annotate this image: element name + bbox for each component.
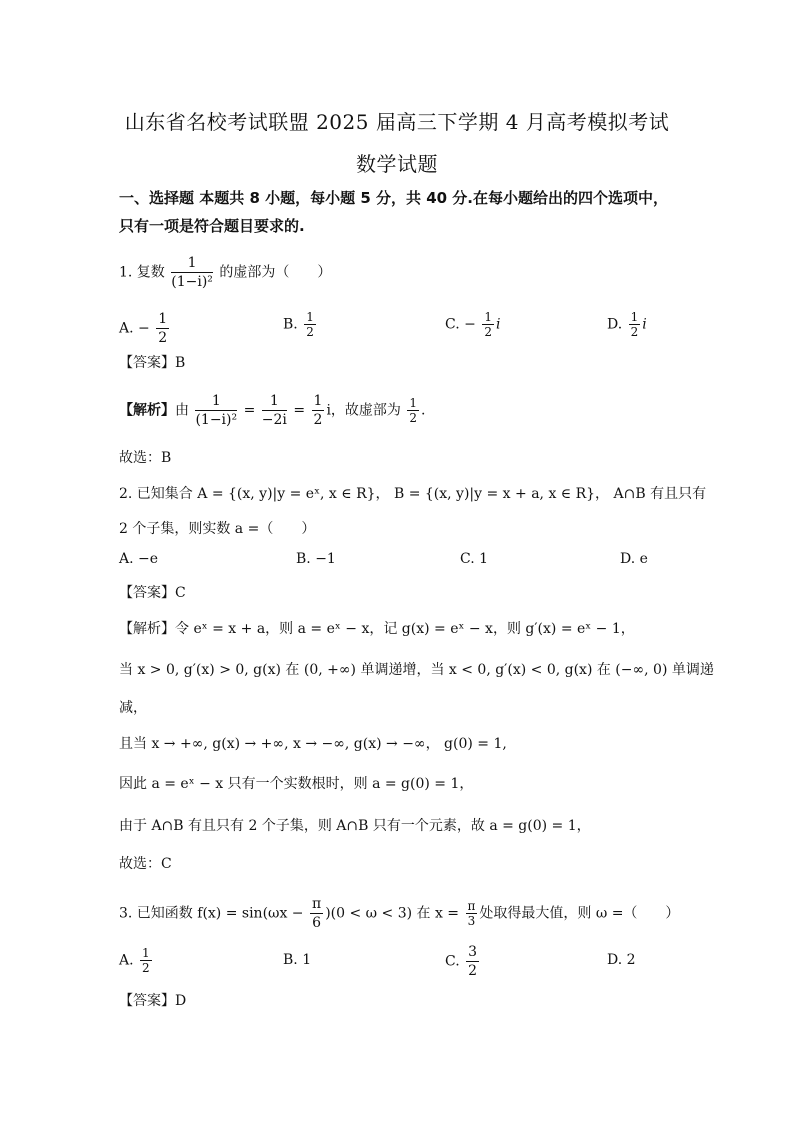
q1-option-b-num: 1 [306, 310, 314, 324]
q1-analysis-frac2 [262, 392, 287, 429]
q1-analysis-frac4-den: 2 [409, 411, 418, 425]
q3-stem-suffix: 处取得最大值，则 ω =（ ） [479, 905, 680, 922]
q3-option-b[interactable]: B. 1 [283, 952, 312, 968]
q3-stem-frac2-den: 3 [467, 914, 476, 928]
q1-analysis-frac3-num: 1 [313, 393, 323, 409]
q3-option-a-frac [140, 946, 152, 975]
q2-option-b[interactable]: B. −1 [296, 551, 336, 567]
q1-option-b-frac [304, 310, 316, 339]
q3-stem-frac1-num: π [311, 896, 322, 912]
q2-analysis-line4: 且当 x → +∞, g(x) → +∞, x → −∞, g(x) → −∞， g(0) = 1, [119, 736, 507, 752]
q2-stem-line1: 2. 已知集合 A = {(x, y)|y = eˣ, x ∈ R}， B = {(x, y)|y = x + a, x ∈ R}， A∩B 有且只有 [119, 486, 707, 502]
q2-stem-line2: 2 个子集，则实数 a =（ ） [119, 521, 316, 537]
q1-analysis-frac1 [195, 392, 237, 429]
q1-option-c-sign: − [464, 316, 476, 333]
q3-option-c[interactable] [445, 943, 481, 980]
q1-analysis-label: 【解析】 [119, 402, 175, 419]
q2-analysis-line6: 由于 A∩B 有且只有 2 个子集，则 A∩B 只有一个元素，故 a = g(0) = 1， [119, 818, 591, 834]
q3-option-c-letter: C. [445, 953, 460, 970]
q2-analysis-line3: 减， [119, 700, 147, 716]
q1-answer: 【答案】B [119, 355, 186, 371]
q1-stem-frac-den: (1−i)² [171, 274, 213, 290]
q1-option-b-letter: B. [283, 316, 298, 333]
exam-title: 山东省名校考试联盟 2025 届高三下学期 4 月高考模拟考试 [124, 110, 670, 134]
q1-analysis-eq1: = [243, 402, 256, 419]
q1-option-d-letter: D. [607, 316, 623, 333]
q3-stem-prefix: 3. 已知函数 f(x) = sin(ωx − [119, 905, 304, 922]
q1-option-d-num: 1 [630, 310, 639, 324]
q1-option-d-den: 2 [630, 325, 639, 339]
q1-option-b-den: 2 [306, 325, 314, 339]
q1-stem-suffix: 的虚部为（ ） [219, 264, 332, 281]
q1-analysis-frac2-den: −2i [261, 412, 287, 428]
q1-stem-frac-num: 1 [171, 254, 213, 273]
q3-stem-frac1 [310, 895, 323, 932]
q2-option-c[interactable]: C. 1 [460, 551, 489, 567]
q2-conclusion: 故选：C [119, 856, 172, 872]
q3-option-c-frac [466, 943, 479, 980]
section-heading [119, 184, 679, 240]
q1-analysis [119, 392, 425, 429]
q2-analysis-line5: 因此 a = eˣ − x 只有一个实数根时，则 a = g(0) = 1， [119, 776, 474, 792]
q1-analysis-frac3-den: 2 [313, 412, 323, 428]
q1-option-a-sign: − [138, 320, 150, 337]
q3-stem-mid: )(0 < ω < 3) 在 x = [325, 905, 460, 922]
q2-option-a[interactable]: A. −e [119, 551, 159, 567]
q1-option-c-letter: C. [445, 316, 460, 333]
q1-option-a[interactable] [119, 310, 171, 347]
section-heading-line2: 只有一项是符合题目要求的. [119, 217, 305, 235]
q3-option-a-den: 2 [142, 961, 150, 975]
q2-analysis-line2: 当 x > 0, g′(x) > 0, g(x) 在 (0, +∞) 单调递增，当 x < 0, g′(x) < 0, g(x) 在 (−∞, 0) 单调递 [119, 662, 714, 678]
q1-option-a-frac [156, 310, 169, 347]
q1-option-d-tail: i [642, 316, 647, 333]
q3-stem-frac1-den: 6 [312, 915, 322, 931]
q1-option-a-letter: A. [119, 320, 134, 337]
q3-option-d[interactable]: D. 2 [607, 952, 636, 968]
q1-analysis-frac1-num: 1 [195, 392, 237, 411]
q1-analysis-frac2-num: 1 [262, 392, 287, 411]
q1-stem-prefix: 1. 复数 [119, 264, 165, 281]
q1-conclusion: 故选：B [119, 450, 172, 466]
q1-analysis-frac3 [312, 392, 325, 429]
q1-option-c-num: 1 [484, 310, 492, 324]
q1-option-c-frac [482, 310, 494, 339]
q1-option-c[interactable] [445, 310, 500, 339]
section-heading-line1: 一、选择题 本题共 8 小题，每小题 5 分，共 40 分.在每小题给出的四个选项中， [119, 189, 669, 207]
q2-answer: 【答案】C [119, 585, 186, 601]
q1-option-b[interactable] [283, 310, 318, 339]
q1-option-d[interactable] [607, 310, 647, 339]
q1-option-d-frac [629, 310, 641, 339]
q1-stem [119, 254, 331, 291]
q1-stem-fraction [171, 254, 213, 291]
q3-option-a[interactable] [119, 946, 154, 975]
q1-analysis-eq2: = [293, 402, 306, 419]
q1-analysis-end: . [421, 402, 426, 419]
q3-option-a-letter: A. [119, 952, 134, 969]
q1-analysis-frac1-den: (1−i)² [195, 412, 238, 428]
q2-analysis-line1: 【解析】令 eˣ = x + a，则 a = eˣ − x，记 g(x) = eˣ − x，则 g′(x) = eˣ − 1， [119, 621, 635, 637]
q1-option-a-den: 2 [158, 330, 168, 346]
q1-option-a-num: 1 [158, 311, 168, 327]
q3-stem [119, 895, 679, 932]
q3-option-c-num: 3 [468, 944, 478, 960]
q3-answer: 【答案】D [119, 993, 187, 1009]
q3-option-c-den: 2 [468, 963, 478, 979]
q2-option-d[interactable]: D. e [620, 551, 648, 567]
q1-option-c-tail: i [495, 316, 501, 333]
q1-analysis-pre: 由 [175, 402, 189, 419]
q3-stem-frac2-num: π [467, 899, 476, 913]
q3-option-a-num: 1 [142, 946, 150, 960]
q1-analysis-mid: i，故虚部为 [326, 402, 401, 419]
q3-stem-frac2 [466, 899, 478, 928]
q1-option-c-den: 2 [484, 325, 492, 339]
q1-analysis-frac4 [407, 396, 419, 425]
q1-analysis-frac4-num: 1 [409, 396, 418, 410]
exam-subtitle: 数学试题 [356, 152, 438, 176]
